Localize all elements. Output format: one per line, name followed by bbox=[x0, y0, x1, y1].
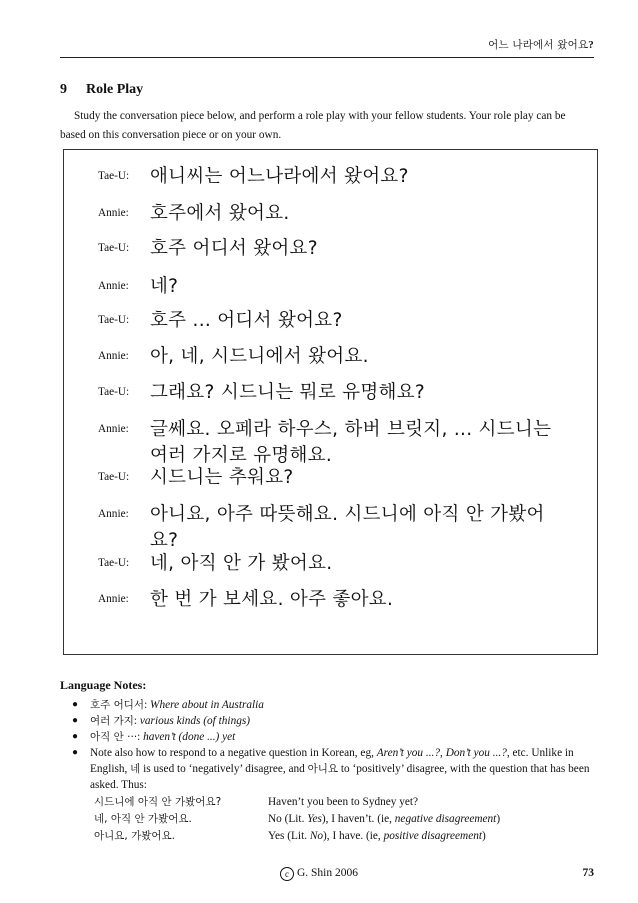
dialog-utterance: 네, 아직 안 가 봤어요. bbox=[150, 553, 333, 574]
note-korean: 여러 가지 bbox=[90, 715, 134, 727]
example-english bbox=[268, 794, 594, 811]
section-number: 9 bbox=[60, 82, 67, 97]
note-text: Note also how to respond to a negative question in Korean, eg, bbox=[90, 747, 377, 759]
dialog-utterance: 네? bbox=[150, 276, 179, 297]
dialog-utterance: 시드니는 추워요? bbox=[150, 467, 294, 488]
note-text: , bbox=[440, 747, 446, 759]
note-separator: : bbox=[133, 715, 140, 727]
note-korean: 아니요 bbox=[307, 763, 339, 775]
examples-table bbox=[94, 794, 594, 845]
dialog-utterance: 호주 ... 어디서 왔어요? bbox=[150, 310, 343, 331]
dialog-speaker: Tae-U: bbox=[98, 557, 130, 569]
dialog-speaker: Tae-U: bbox=[98, 386, 130, 398]
dialog-speaker: Tae-U: bbox=[98, 471, 130, 483]
note-example-italic: Don’t you ...? bbox=[445, 747, 507, 759]
dialog-utterance: 한 번 가 보세요. 아주 좋아요. bbox=[150, 589, 394, 610]
example-english bbox=[268, 811, 594, 828]
note-korean: 네 bbox=[130, 763, 141, 775]
dialog-speaker: Annie: bbox=[98, 207, 129, 219]
note-item bbox=[60, 713, 600, 729]
note-english: Where about in Australia bbox=[150, 699, 264, 711]
note-item-negative-question bbox=[60, 745, 600, 793]
example-text: ) bbox=[496, 813, 501, 825]
bullet-icon: ● bbox=[72, 731, 79, 742]
dialog-speaker: Annie: bbox=[98, 423, 129, 435]
example-korean: 네, 아직 안 가봤어요. bbox=[94, 813, 192, 825]
note-text: is used to ‘negatively’ disagree, and bbox=[140, 763, 308, 775]
note-english: various kinds (of things) bbox=[139, 715, 251, 727]
bullet-icon: ● bbox=[72, 747, 79, 758]
section-title: Role Play bbox=[86, 82, 144, 97]
dialog-utterance: 애니씨는 어느나라에서 왔어요? bbox=[150, 166, 409, 187]
bullet-icon: ● bbox=[72, 715, 79, 726]
example-english bbox=[268, 828, 594, 845]
example-italic: Yes bbox=[307, 813, 322, 825]
example-text: No (Lit. bbox=[268, 813, 308, 825]
dialog-box bbox=[63, 149, 598, 655]
note-korean: 호주 어디서 bbox=[90, 699, 145, 711]
note-item bbox=[60, 697, 600, 713]
note-text: to ‘positively’ disagree, with the question that has been asked. Thus: bbox=[90, 763, 590, 791]
dialog-utterance: 그래요? 시드니는 뭐로 유명해요? bbox=[150, 382, 426, 403]
note-text: , etc. Unlike in English, bbox=[90, 747, 574, 775]
dialog-utterance: 호주에서 왔어요. bbox=[150, 203, 290, 224]
dialog-utterance: 글쎄요. 오페라 하우스, 하버 브릿지, ... 시드니는 여러 가지로 유명해요. bbox=[150, 419, 552, 466]
dialog-speaker: Tae-U: bbox=[98, 242, 130, 254]
note-english: haven’t (done ...) yet bbox=[143, 731, 236, 743]
dialog-speaker: Annie: bbox=[98, 593, 129, 605]
header-title: 어느 나라에서 왔어요 bbox=[488, 39, 589, 51]
example-row bbox=[94, 794, 594, 811]
dialog-utterance: 아니요, 아주 따뜻해요. 시드니에 아직 안 가봤어요? bbox=[150, 504, 545, 551]
example-text: ), I haven’t. (ie, bbox=[321, 813, 395, 825]
dialog-speaker: Annie: bbox=[98, 508, 129, 520]
dialog-utterance: 호주 어디서 왔어요? bbox=[150, 238, 318, 259]
example-korean: 아니요, 가봤어요. bbox=[94, 830, 176, 842]
header-title-mark: ? bbox=[588, 39, 594, 51]
example-text: ) bbox=[482, 830, 486, 842]
bullet-icon: ● bbox=[72, 699, 79, 710]
language-notes-title: Language Notes: bbox=[60, 678, 147, 692]
example-row bbox=[94, 811, 594, 828]
footer-copyright bbox=[0, 867, 638, 881]
language-notes-list bbox=[60, 697, 600, 793]
example-text: Yes (Lit. bbox=[268, 830, 310, 842]
copyright-icon: c bbox=[280, 867, 294, 881]
example-text: Haven’t you been to Sydney yet? bbox=[268, 796, 419, 808]
example-korean: 시드니에 아직 안 가봤어요? bbox=[94, 796, 222, 808]
dialog-speaker: Tae-U: bbox=[98, 170, 130, 182]
dialog-speaker: Annie: bbox=[98, 280, 129, 292]
page-number: 73 bbox=[582, 867, 594, 879]
note-korean: 아직 안 ··· bbox=[90, 731, 138, 743]
note-example-italic: Aren’t you ...? bbox=[376, 747, 441, 759]
note-separator: : bbox=[144, 699, 151, 711]
dialog-speaker: Annie: bbox=[98, 350, 129, 362]
example-text: ), I have. (ie, bbox=[323, 830, 384, 842]
note-item bbox=[60, 729, 600, 745]
running-header bbox=[488, 37, 594, 52]
example-italic: positive disagreement bbox=[383, 830, 483, 842]
copyright-text: G. Shin 2006 bbox=[296, 867, 359, 879]
example-row bbox=[94, 828, 594, 845]
section-intro: Study the conversation piece below, and perform a role play with your fellow students. Your role play can be based on this conversation piece or on your own. bbox=[60, 110, 566, 141]
dialog-speaker: Tae-U: bbox=[98, 314, 130, 326]
section-heading bbox=[60, 82, 143, 98]
header-rule bbox=[60, 57, 594, 58]
note-separator: : bbox=[137, 731, 144, 743]
example-italic: No bbox=[309, 830, 324, 842]
example-italic: negative disagreement bbox=[394, 813, 497, 825]
dialog-utterance: 아, 네, 시드니에서 왔어요. bbox=[150, 346, 369, 367]
